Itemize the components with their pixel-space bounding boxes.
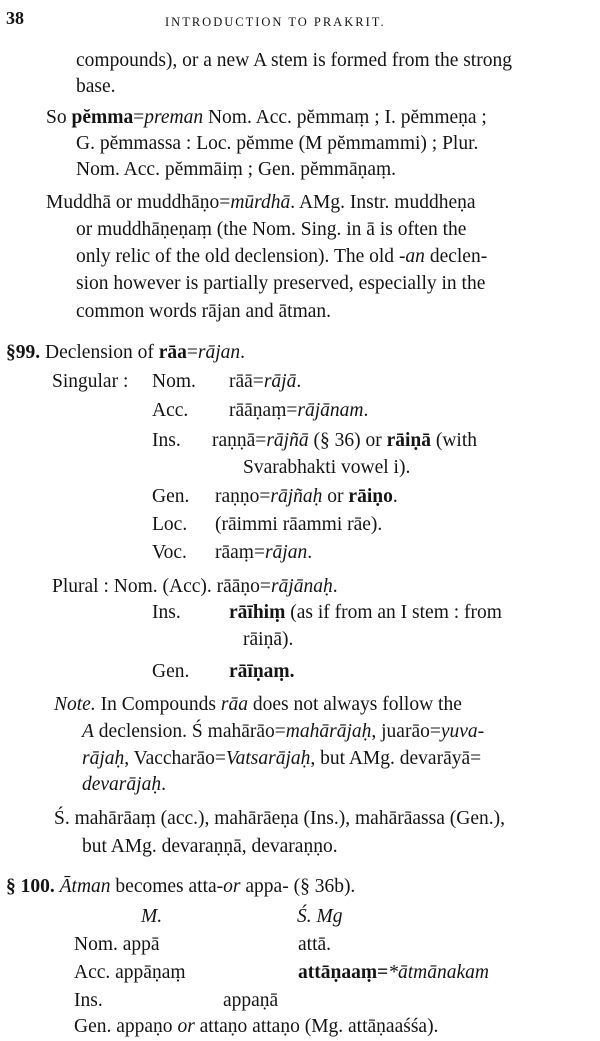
text: Plural : Nom. (Acc). rāāṇo=	[52, 576, 271, 597]
text: (as if from an I stem : from	[285, 602, 502, 623]
note-line-2	[82, 719, 484, 744]
section-99-heading	[6, 340, 245, 365]
equals: =	[186, 342, 198, 363]
form-gen	[215, 484, 398, 509]
atman-gen-line	[74, 1014, 438, 1039]
text: Nom. Acc. pĕmmaṃ ; I. pĕmmeṇa ;	[203, 107, 487, 128]
form-loc: (rāimmi rāammi rāe).	[215, 514, 383, 535]
form-acc	[229, 398, 368, 423]
suffix: -an	[398, 246, 425, 267]
sanskrit-form: rājñaḥ	[270, 486, 323, 507]
page-number: 38	[6, 8, 24, 28]
text: rāā=	[229, 371, 264, 392]
text: or	[223, 876, 241, 897]
sanskrit-form: yuva-	[440, 721, 485, 742]
sanskrit-form: preman	[144, 107, 204, 128]
headword: rāiṇā	[386, 430, 431, 451]
headword: Ātman	[59, 876, 111, 897]
text: (§ 36) or	[308, 430, 387, 451]
note-line-4	[82, 772, 166, 797]
plural-nom-line	[52, 574, 338, 599]
text: Ś. Mg	[297, 906, 343, 927]
atman-acc-s	[298, 960, 489, 985]
sanskrit-form: rājan	[264, 542, 308, 563]
pemma-line-3: Nom. Acc. pĕmmāiṃ ; Gen. pĕmmāṇaṃ.	[76, 159, 397, 180]
muddha-line-3	[76, 244, 487, 269]
text: appa- (§ 36b).	[240, 876, 356, 897]
text: raṇṇā=	[212, 430, 267, 451]
pemma-line-2: G. pĕmmassa : Loc. pĕmme (M pĕmmammi) ; Plur.	[76, 133, 479, 154]
note-line-1	[54, 692, 462, 717]
sanskrit-form: Vatsarājaḥ	[225, 748, 311, 769]
sanskrit-form: mūrdhā	[230, 192, 291, 213]
case-loc: Loc.	[152, 514, 188, 535]
sanskrit-form: rājñā	[266, 430, 309, 451]
pemma-line-1	[46, 105, 487, 130]
text: M.	[141, 906, 163, 927]
case-ins: Ins.	[152, 430, 181, 451]
case-gen: Gen.	[152, 486, 190, 507]
muddha-line-4: sion however is partially preserved, especially in the	[76, 273, 486, 294]
plural-form-gen	[229, 659, 295, 684]
column-heading-m	[141, 904, 162, 929]
form-nom	[229, 369, 301, 394]
text: .	[332, 576, 338, 597]
sanskrit-form: rāa	[220, 694, 248, 715]
muddha-line-5: common words rājan and ātman.	[76, 301, 332, 322]
text: declension. Ś mahārāo=	[93, 721, 286, 742]
equals: =	[133, 107, 145, 128]
headword: rāa	[158, 342, 187, 363]
text: .	[296, 371, 302, 392]
case-voc: Voc.	[152, 542, 187, 563]
atman-ins-label: Ins.	[74, 990, 103, 1011]
text: .	[240, 342, 246, 363]
plural-case-ins: Ins.	[152, 602, 181, 623]
intro-line-1: compounds), or a new A stem is formed from the strong	[76, 50, 512, 71]
text: rāaṃ=	[215, 542, 265, 563]
text: , juarāo=	[371, 721, 441, 742]
note-label: Note.	[54, 694, 96, 715]
text: does not always follow the	[247, 694, 462, 715]
text: (with	[430, 430, 478, 451]
atman-acc-m: Acc. appāṇaṃ	[74, 962, 186, 983]
note-line-6: but AMg. devaraṇṇā, devaraṇṇo.	[82, 836, 338, 857]
headword: rāiṇo	[348, 486, 393, 507]
atman-nom-s: attā.	[298, 934, 332, 955]
plural-form-ins-cont: rāiṇā).	[243, 629, 294, 650]
muddha-line-2: or muddhāṇeṇaṃ (the Nom. Sing. in ā is often the	[76, 219, 467, 240]
sanskrit-form: rājānaḥ	[270, 576, 333, 597]
muddha-line-1	[46, 190, 476, 215]
atman-ins-m: appaṇā	[223, 990, 279, 1011]
note-line-3	[82, 746, 481, 771]
sanskrit-form: devarājaḥ	[82, 774, 162, 795]
section-number: §99.	[6, 342, 41, 363]
text: or	[322, 486, 349, 507]
section-number: § 100.	[6, 876, 55, 897]
text: Declension of	[40, 342, 159, 363]
form-voc	[215, 540, 312, 565]
text: , but AMg. devarāyā=	[310, 748, 482, 769]
running-title: INTRODUCTION TO PRAKRIT.	[165, 15, 386, 29]
intro-line-2: base.	[76, 76, 116, 97]
text: attāṇaaṃ=	[298, 962, 389, 983]
plural-case-gen: Gen.	[152, 661, 190, 682]
sanskrit-form: rājānam	[297, 400, 364, 421]
text: .	[363, 400, 369, 421]
sanskrit-form: *ātmānakam	[388, 962, 489, 983]
text: So	[46, 107, 72, 128]
text: .	[392, 486, 398, 507]
sanskrit-form: rājan	[197, 342, 241, 363]
sanskrit-form: mahārājaḥ	[285, 721, 372, 742]
singular-label: Singular :	[52, 371, 129, 392]
text: In Compounds	[95, 694, 221, 715]
text: .	[161, 774, 166, 795]
headword: rāīṇaṃ.	[229, 661, 295, 682]
form-ins	[212, 428, 477, 453]
text: atta-	[188, 876, 224, 897]
column-heading-smg	[297, 904, 343, 929]
text: Muddhā or muddhāṇo=	[46, 192, 231, 213]
headword: pĕmma	[71, 107, 134, 128]
text: .	[307, 542, 313, 563]
text: becomes	[110, 876, 189, 897]
section-100-heading	[6, 874, 355, 899]
text: only relic of the old declension). The old	[76, 246, 399, 267]
stem-letter: A	[82, 721, 94, 742]
form-ins-cont: Svarabhakti vowel i).	[243, 457, 411, 478]
sanskrit-form: rājaḥ	[82, 748, 125, 769]
text: or	[177, 1016, 195, 1037]
text: raṇṇo=	[215, 486, 271, 507]
case-nom: Nom.	[152, 371, 196, 392]
text: attaṇo attaṇo (Mg. attāṇaaśśa).	[194, 1016, 439, 1037]
case-acc: Acc.	[152, 400, 189, 421]
sanskrit-form: rājā	[263, 371, 297, 392]
text: declen-	[424, 246, 488, 267]
note-line-5: Ś. mahārāaṃ (acc.), mahārāeṇa (Ins.), mahārāassa (Gen.),	[54, 808, 505, 829]
text: rāāṇaṃ=	[229, 400, 298, 421]
text: . AMg. Instr. muddheṇa	[290, 192, 476, 213]
atman-nom-m: Nom. appā	[74, 934, 160, 955]
plural-form-ins	[229, 600, 502, 625]
headword: rāīhiṃ	[229, 602, 286, 623]
text: Gen. appaṇo	[74, 1016, 178, 1037]
text: , Vaccharāo=	[124, 748, 226, 769]
